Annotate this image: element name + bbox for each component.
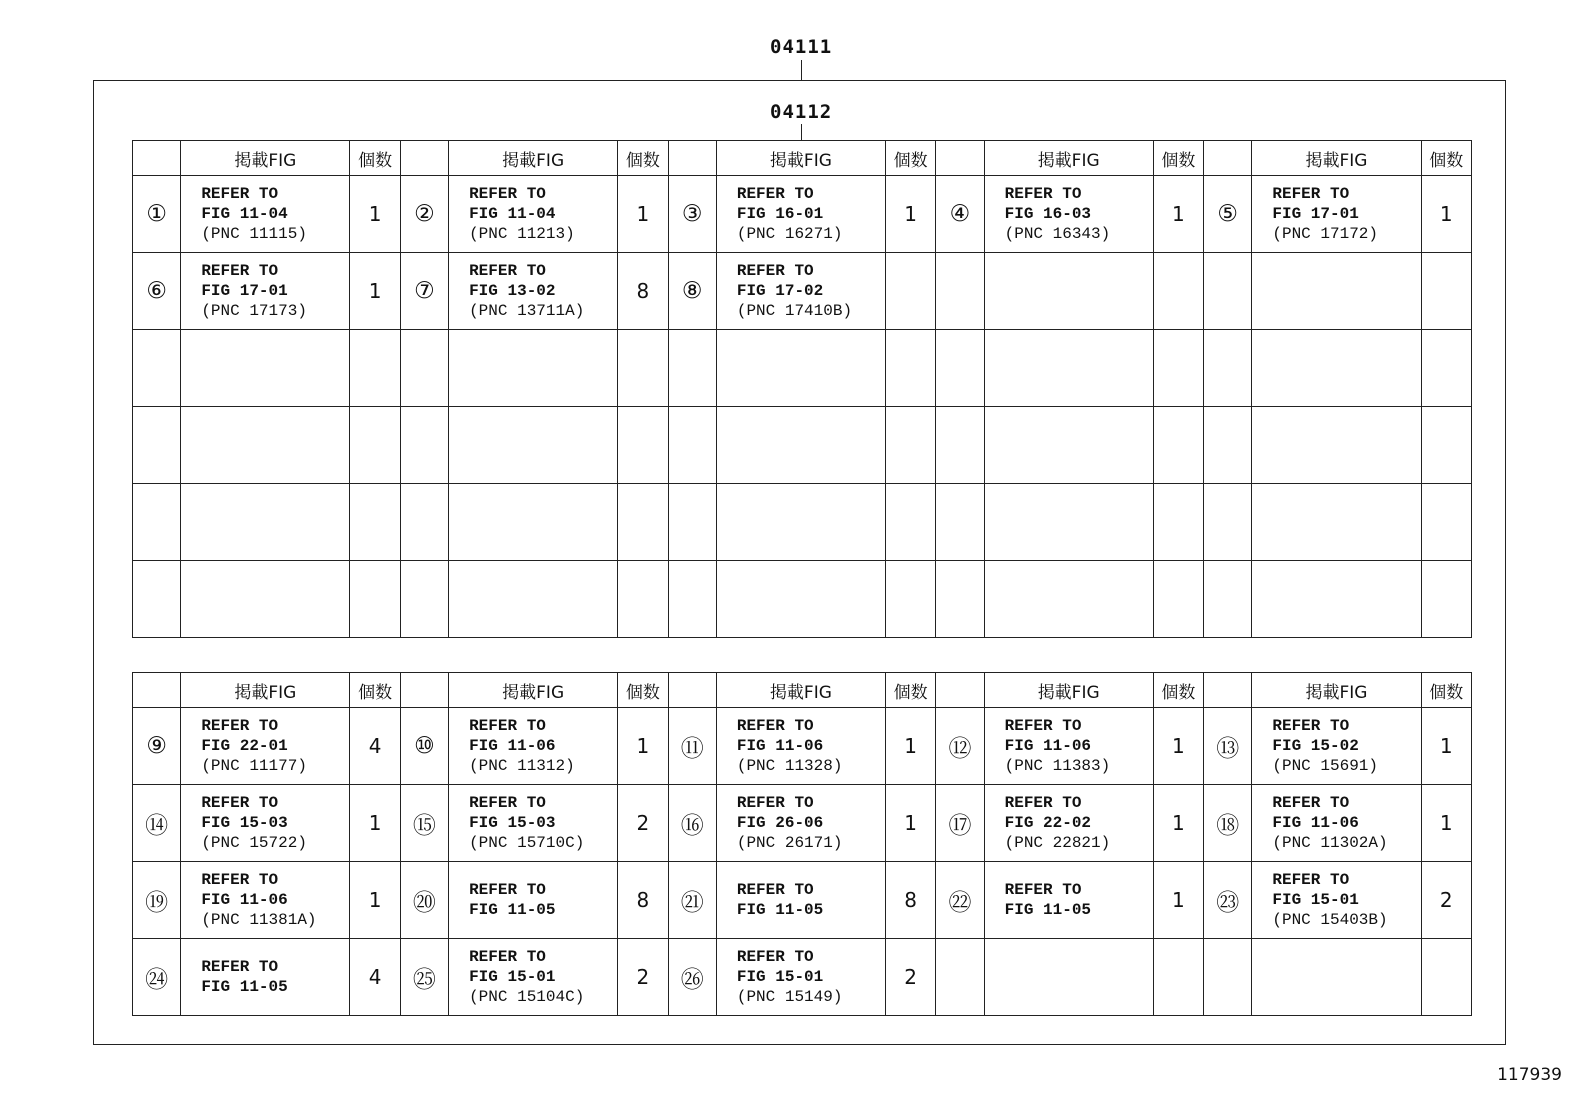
header-qty-cell: 個数	[618, 673, 668, 708]
item-number: ⑦	[400, 253, 448, 330]
refer-to-text: REFER TO	[201, 262, 279, 280]
refer-to-text: REFER TO	[736, 948, 814, 966]
table-header-row	[133, 141, 1472, 176]
empty-cell	[350, 561, 400, 638]
quantity: 1	[1153, 708, 1203, 785]
header-number-cell	[133, 141, 181, 176]
fig-reference	[984, 253, 1153, 330]
quantity: 1	[885, 708, 935, 785]
pnc-text: (PNC 15722)	[201, 834, 307, 852]
quantity: 1	[350, 253, 400, 330]
fig-reference	[1252, 862, 1421, 939]
empty-cell	[984, 561, 1153, 638]
empty-cell	[449, 407, 618, 484]
empty-cell	[1421, 407, 1472, 484]
empty-cell	[449, 561, 618, 638]
empty-cell	[1153, 407, 1203, 484]
empty-cell	[1153, 484, 1203, 561]
fig-reference	[1252, 253, 1421, 330]
pnc-text: (PNC 11115)	[201, 225, 307, 243]
pnc-text: (PNC 11328)	[736, 757, 843, 775]
refer-to-text: REFER TO	[201, 794, 279, 812]
table-row	[133, 708, 1472, 785]
header-number-cell	[668, 673, 716, 708]
empty-cell	[668, 484, 716, 561]
fig-number-text: FIG 11-05	[469, 901, 556, 919]
pnc-text: (PNC 16343)	[1004, 225, 1111, 243]
fig-number-text: FIG 22-02	[1004, 814, 1092, 832]
empty-cell	[1252, 561, 1421, 638]
table-row	[133, 253, 1472, 330]
empty-cell	[984, 484, 1153, 561]
empty-cell	[885, 561, 935, 638]
item-number	[1204, 939, 1252, 1016]
header-number-cell	[936, 673, 984, 708]
item-number: ⑯	[668, 785, 716, 862]
empty-cell	[181, 561, 350, 638]
fig-reference	[984, 785, 1153, 862]
refer-to-text: REFER TO	[736, 717, 814, 735]
empty-cell	[885, 330, 935, 407]
fig-reference	[984, 176, 1153, 253]
refer-to-text: REFER TO	[1272, 185, 1350, 203]
fig-reference	[1252, 785, 1421, 862]
empty-cell	[1421, 484, 1472, 561]
refer-to-text: REFER TO	[1004, 185, 1082, 203]
quantity: 1	[1421, 785, 1472, 862]
header-fig-cell: 掲載FIG	[449, 673, 618, 708]
fig-reference	[449, 939, 618, 1016]
item-number: ⑨	[133, 708, 181, 785]
empty-cell	[618, 484, 668, 561]
empty-cell	[618, 407, 668, 484]
fig-number-text: FIG 17-02	[736, 282, 824, 300]
empty-cell	[936, 407, 984, 484]
item-number: ①	[133, 176, 181, 253]
quantity: 1	[618, 708, 668, 785]
empty-cell	[400, 561, 448, 638]
header-number-cell	[936, 141, 984, 176]
empty-cell	[1204, 561, 1252, 638]
empty-cell	[400, 407, 448, 484]
fig-reference	[181, 785, 350, 862]
pnc-text: (PNC 26171)	[736, 834, 843, 852]
empty-cell	[181, 484, 350, 561]
header-qty-cell: 個数	[1153, 673, 1203, 708]
header-fig-cell: 掲載FIG	[716, 673, 885, 708]
item-number: ⑱	[1204, 785, 1252, 862]
empty-cell	[716, 561, 885, 638]
pnc-text: (PNC 11302A)	[1272, 834, 1388, 852]
empty-row	[133, 561, 1472, 638]
refer-to-text: REFER TO	[201, 185, 279, 203]
item-number: ⑩	[400, 708, 448, 785]
fig-number-text: FIG 11-05	[201, 978, 288, 996]
pnc-text: (PNC 13711A)	[469, 302, 585, 320]
quantity: 2	[618, 939, 668, 1016]
header-fig-cell: 掲載FIG	[984, 141, 1153, 176]
refer-to-text: REFER TO	[469, 717, 546, 735]
pnc-text: (PNC 11381A)	[201, 911, 317, 929]
header-qty-cell: 個数	[350, 673, 400, 708]
item-number: ⑤	[1204, 176, 1252, 253]
quantity: 1	[1421, 176, 1472, 253]
inner-leader-line	[801, 124, 802, 141]
quantity: 8	[618, 253, 668, 330]
empty-cell	[350, 330, 400, 407]
quantity: 1	[350, 176, 400, 253]
header-qty-cell: 個数	[885, 673, 935, 708]
quantity: 1	[1153, 785, 1203, 862]
header-fig-cell: 掲載FIG	[1252, 673, 1421, 708]
empty-cell	[400, 330, 448, 407]
empty-cell	[1153, 330, 1203, 407]
header-fig-cell: 掲載FIG	[181, 673, 350, 708]
empty-cell	[181, 330, 350, 407]
quantity	[1421, 253, 1472, 330]
fig-reference	[449, 176, 618, 253]
fig-number-text: FIG 16-03	[1004, 205, 1092, 223]
table-row	[133, 176, 1472, 253]
quantity: 4	[350, 708, 400, 785]
item-number: ㉓	[1204, 862, 1252, 939]
fig-reference	[181, 708, 350, 785]
quantity	[1421, 939, 1472, 1016]
quantity: 2	[618, 785, 668, 862]
empty-cell	[936, 330, 984, 407]
item-number: ⑪	[668, 708, 716, 785]
empty-cell	[668, 330, 716, 407]
item-number: ⑧	[668, 253, 716, 330]
refer-to-text: REFER TO	[736, 881, 814, 899]
header-qty-cell: 個数	[618, 141, 668, 176]
fig-reference	[181, 862, 350, 939]
header-qty-cell: 個数	[1153, 141, 1203, 176]
fig-reference	[181, 939, 350, 1016]
pnc-text: (PNC 15403B)	[1272, 911, 1388, 929]
refer-to-text: REFER TO	[1272, 717, 1350, 735]
refer-to-text: REFER TO	[201, 958, 279, 976]
pnc-text: (PNC 11213)	[469, 225, 575, 243]
parts-reference-table-2	[132, 672, 1472, 1016]
empty-cell	[668, 561, 716, 638]
quantity: 2	[885, 939, 935, 1016]
inner-assembly-label: 04112	[770, 101, 833, 123]
fig-reference	[984, 862, 1153, 939]
fig-number-text: FIG 11-04	[469, 205, 556, 223]
empty-cell	[1153, 561, 1203, 638]
header-number-cell	[1204, 673, 1252, 708]
quantity: 8	[618, 862, 668, 939]
empty-cell	[885, 407, 935, 484]
pnc-text: (PNC 11177)	[201, 757, 307, 775]
item-number: ㉒	[936, 862, 984, 939]
refer-to-text: REFER TO	[201, 717, 279, 735]
fig-number-text: FIG 11-06	[736, 737, 824, 755]
item-number: ②	[400, 176, 448, 253]
empty-cell	[1204, 330, 1252, 407]
refer-to-text: REFER TO	[469, 948, 546, 966]
empty-cell	[716, 330, 885, 407]
quantity: 1	[1421, 708, 1472, 785]
fig-reference	[716, 253, 885, 330]
table-row	[133, 785, 1472, 862]
quantity: 1	[618, 176, 668, 253]
quantity: 1	[1153, 176, 1203, 253]
refer-to-text: REFER TO	[201, 871, 279, 889]
empty-cell	[716, 484, 885, 561]
refer-to-text: REFER TO	[736, 262, 814, 280]
pnc-text: (PNC 17410B)	[736, 302, 853, 320]
table-row	[133, 862, 1472, 939]
quantity: 1	[885, 176, 935, 253]
refer-to-text: REFER TO	[1004, 717, 1082, 735]
fig-reference	[449, 708, 618, 785]
fig-reference	[1252, 939, 1421, 1016]
item-number: ③	[668, 176, 716, 253]
fig-reference	[716, 939, 885, 1016]
fig-number-text: FIG 13-02	[469, 282, 556, 300]
fig-reference	[716, 708, 885, 785]
item-number: ⑰	[936, 785, 984, 862]
empty-cell	[618, 330, 668, 407]
empty-cell	[400, 484, 448, 561]
fig-number-text: FIG 17-01	[1272, 205, 1359, 223]
parts-reference-table-1	[132, 140, 1472, 638]
fig-reference	[181, 176, 350, 253]
quantity	[1153, 253, 1203, 330]
empty-cell	[133, 407, 181, 484]
fig-number-text: FIG 15-01	[736, 968, 824, 986]
outer-leader-line	[801, 60, 802, 80]
empty-cell	[1252, 484, 1421, 561]
fig-reference	[716, 785, 885, 862]
item-number: ㉖	[668, 939, 716, 1016]
empty-cell	[936, 484, 984, 561]
quantity: 2	[1421, 862, 1472, 939]
item-number: ⑳	[400, 862, 448, 939]
header-fig-cell: 掲載FIG	[1252, 141, 1421, 176]
fig-number-text: FIG 17-01	[201, 282, 288, 300]
header-qty-cell: 個数	[1421, 141, 1472, 176]
refer-to-text: REFER TO	[469, 881, 546, 899]
header-number-cell	[400, 673, 448, 708]
empty-cell	[984, 330, 1153, 407]
fig-number-text: FIG 15-03	[201, 814, 288, 832]
fig-reference	[716, 176, 885, 253]
empty-cell	[984, 407, 1153, 484]
fig-reference	[449, 862, 618, 939]
table-header-row	[133, 673, 1472, 708]
item-number: ㉕	[400, 939, 448, 1016]
fig-number-text: FIG 11-05	[1004, 901, 1092, 919]
pnc-text: (PNC 15710C)	[469, 834, 585, 852]
header-qty-cell: 個数	[350, 141, 400, 176]
refer-to-text: REFER TO	[469, 794, 546, 812]
item-number	[1204, 253, 1252, 330]
empty-cell	[885, 484, 935, 561]
pnc-text: (PNC 17172)	[1272, 225, 1378, 243]
empty-cell	[350, 407, 400, 484]
item-number: ⑮	[400, 785, 448, 862]
header-fig-cell: 掲載FIG	[181, 141, 350, 176]
fig-number-text: FIG 15-02	[1272, 737, 1359, 755]
empty-cell	[716, 407, 885, 484]
refer-to-text: REFER TO	[1004, 881, 1082, 899]
fig-number-text: FIG 11-06	[469, 737, 556, 755]
header-fig-cell: 掲載FIG	[716, 141, 885, 176]
empty-cell	[133, 561, 181, 638]
fig-number-text: FIG 11-06	[1004, 737, 1092, 755]
empty-cell	[1252, 407, 1421, 484]
empty-cell	[618, 561, 668, 638]
fig-reference	[984, 939, 1153, 1016]
refer-to-text: REFER TO	[1272, 794, 1350, 812]
item-number: ⑬	[1204, 708, 1252, 785]
figure-id: 117939	[1497, 1065, 1562, 1085]
empty-cell	[1421, 330, 1472, 407]
fig-reference	[181, 253, 350, 330]
fig-number-text: FIG 26-06	[736, 814, 824, 832]
header-number-cell	[668, 141, 716, 176]
fig-number-text: FIG 11-06	[201, 891, 288, 909]
outer-assembly-label: 04111	[770, 36, 833, 58]
fig-number-text: FIG 16-01	[736, 205, 824, 223]
quantity: 1	[350, 862, 400, 939]
header-number-cell	[133, 673, 181, 708]
quantity: 1	[350, 785, 400, 862]
empty-cell	[449, 330, 618, 407]
item-number: ㉑	[668, 862, 716, 939]
fig-reference	[449, 253, 618, 330]
empty-row	[133, 407, 1472, 484]
empty-cell	[1204, 484, 1252, 561]
refer-to-text: REFER TO	[469, 185, 546, 203]
item-number	[936, 253, 984, 330]
refer-to-text: REFER TO	[736, 185, 814, 203]
empty-cell	[1252, 330, 1421, 407]
empty-cell	[350, 484, 400, 561]
empty-row	[133, 330, 1472, 407]
header-qty-cell: 個数	[1421, 673, 1472, 708]
fig-number-text: FIG 22-01	[201, 737, 288, 755]
header-qty-cell: 個数	[885, 141, 935, 176]
header-fig-cell: 掲載FIG	[449, 141, 618, 176]
quantity: 1	[1153, 862, 1203, 939]
fig-reference	[1252, 708, 1421, 785]
pnc-text: (PNC 15104C)	[469, 988, 585, 1006]
table-row	[133, 939, 1472, 1016]
fig-reference	[449, 785, 618, 862]
quantity: 1	[885, 785, 935, 862]
header-number-cell	[1204, 141, 1252, 176]
refer-to-text: REFER TO	[1004, 794, 1082, 812]
item-number: ④	[936, 176, 984, 253]
empty-cell	[1204, 407, 1252, 484]
fig-number-text: FIG 15-01	[1272, 891, 1359, 909]
fig-reference	[1252, 176, 1421, 253]
fig-reference	[984, 708, 1153, 785]
fig-number-text: FIG 11-06	[1272, 814, 1359, 832]
item-number: ⑫	[936, 708, 984, 785]
header-number-cell	[400, 141, 448, 176]
empty-cell	[133, 330, 181, 407]
item-number: ⑥	[133, 253, 181, 330]
pnc-text: (PNC 17173)	[201, 302, 307, 320]
header-fig-cell: 掲載FIG	[984, 673, 1153, 708]
pnc-text: (PNC 11312)	[469, 757, 575, 775]
pnc-text: (PNC 16271)	[736, 225, 843, 243]
fig-number-text: FIG 15-03	[469, 814, 556, 832]
refer-to-text: REFER TO	[1272, 871, 1350, 889]
quantity: 8	[885, 862, 935, 939]
pnc-text: (PNC 11383)	[1004, 757, 1111, 775]
quantity: 4	[350, 939, 400, 1016]
item-number	[936, 939, 984, 1016]
empty-cell	[181, 407, 350, 484]
empty-cell	[133, 484, 181, 561]
empty-cell	[936, 561, 984, 638]
fig-number-text: FIG 11-05	[736, 901, 824, 919]
empty-row	[133, 484, 1472, 561]
quantity	[1153, 939, 1203, 1016]
fig-reference	[716, 862, 885, 939]
quantity	[885, 253, 935, 330]
empty-cell	[1421, 561, 1472, 638]
fig-number-text: FIG 11-04	[201, 205, 288, 223]
item-number: ⑭	[133, 785, 181, 862]
refer-to-text: REFER TO	[469, 262, 546, 280]
fig-number-text: FIG 15-01	[469, 968, 556, 986]
empty-cell	[668, 407, 716, 484]
pnc-text: (PNC 22821)	[1004, 834, 1111, 852]
pnc-text: (PNC 15149)	[736, 988, 843, 1006]
item-number: ⑲	[133, 862, 181, 939]
item-number: ㉔	[133, 939, 181, 1016]
pnc-text: (PNC 15691)	[1272, 757, 1378, 775]
refer-to-text: REFER TO	[736, 794, 814, 812]
empty-cell	[449, 484, 618, 561]
